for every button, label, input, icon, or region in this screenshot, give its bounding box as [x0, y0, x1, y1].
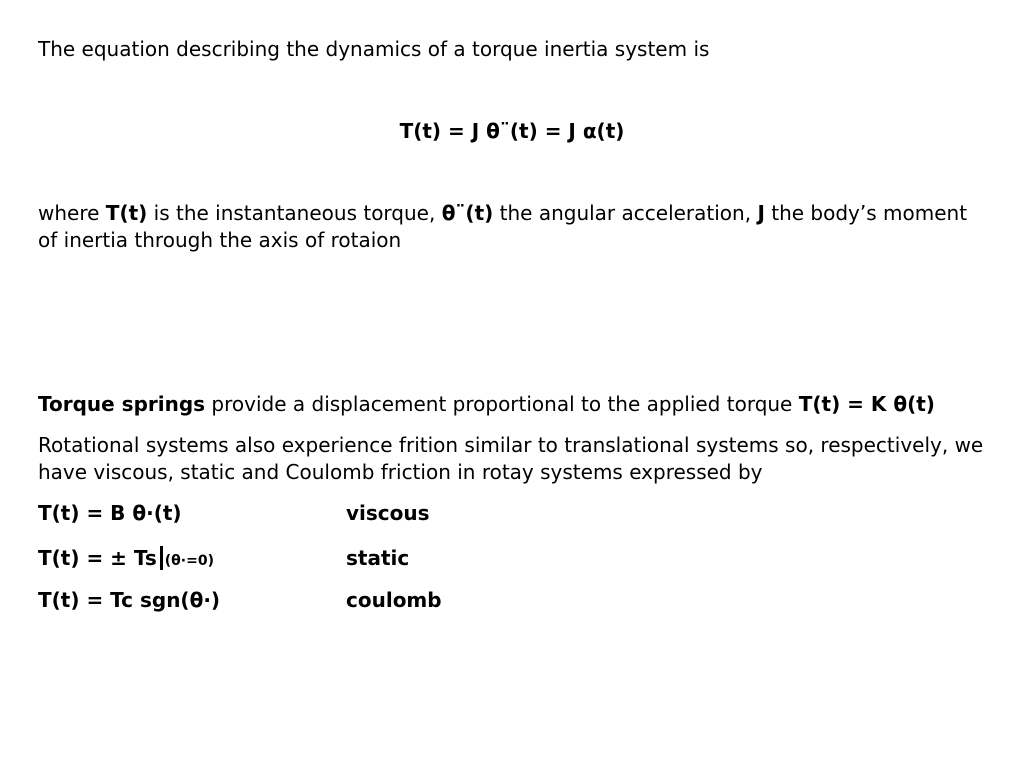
static-label: static [346, 546, 410, 570]
evaluation-bar [160, 546, 163, 570]
coulomb-equation: T(t) = Tc sgn(θ·) [38, 588, 221, 612]
springs-line [38, 391, 935, 418]
friction-paragraph: Rotational systems also experience frition similar to translational systems so, respectively, we have viscous, static and Coulomb friction in rotay systems expressed by [38, 433, 984, 484]
static-equation-main: T(t) = ± Ts [38, 546, 157, 570]
where-paragraph [38, 200, 988, 254]
coulomb-label: coulomb [346, 588, 442, 612]
viscous-equation: T(t) = B θ·(t) [38, 501, 182, 525]
angular-acceleration-term: θ¨(t) [441, 201, 494, 225]
static-equation [38, 545, 214, 575]
intro-text: The equation describing the dynamics of a torque inertia system is [38, 37, 710, 61]
torque-term: T(t) [105, 201, 148, 225]
where-text-1: where [38, 201, 106, 225]
static-condition: (θ·=0) [164, 553, 214, 569]
springs-lead: Torque springs [38, 392, 206, 416]
viscous-label: viscous [346, 501, 430, 525]
where-text-3: the angular acceleration, [493, 201, 758, 225]
main-equation: T(t) = J θ¨(t) = J α(t) [399, 119, 625, 143]
where-text-4: the body’s moment of inertia through the axis of rotaion [38, 201, 968, 252]
where-text-2: is the instantaneous torque, [147, 201, 442, 225]
inertia-term: J [757, 201, 765, 225]
springs-equation: T(t) = K θ(t) [798, 392, 935, 416]
springs-text: provide a displacement proportional to the applied torque [205, 392, 799, 416]
